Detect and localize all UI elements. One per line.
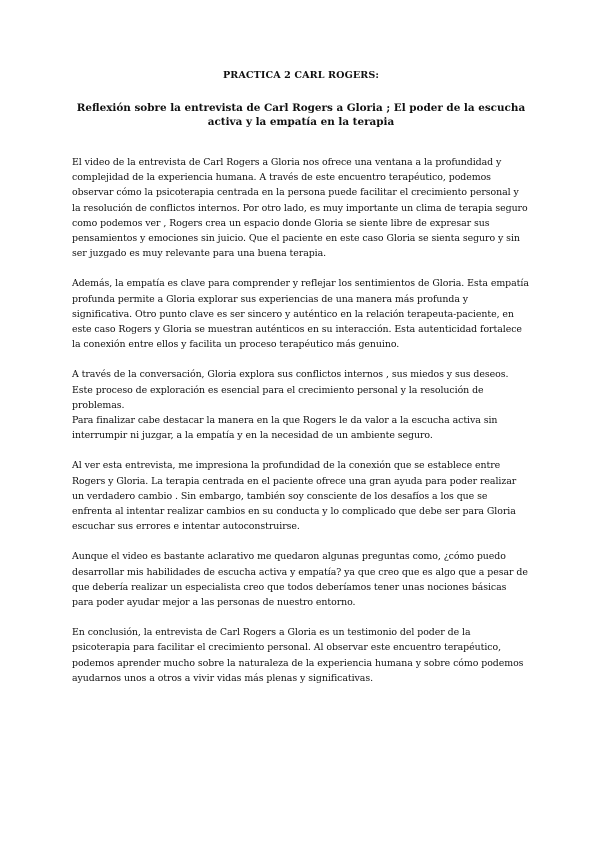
paragraph-2: Además, la empatía es clave para comprender y reflejar los sentimientos de Gloria. Esta empatía profunda permite a Gloria explorar sus experiencias de una manera más profunda y significativa. Otro punto clave es ser sincero y auténtico en la relación terapeuta-paciente, en este caso Rogers y Gloria se muestran auténticos en su interacción. Esta autenticidad fortalece la conexión entre ellos y facilita un proceso terapéutico más genuino. — [72, 278, 529, 351]
paragraph-4: Para finalizar cabe destacar la manera en la que Rogers le da valor a la escucha activa sin interrumpir ni juzgar, a la empatía y en la necesidad de un ambiente seguro. — [72, 415, 498, 442]
paragraph-7: En conclusión, la entrevista de Carl Rogers a Gloria es un testimonio del poder de la psicoterapia para facilitar el crecimiento personal. Al observar este encuentro terapéutico, podemos aprender mucho sobre la naturaleza de la experiencia humana y sobre cómo podemos ayudarnos unos a otros a vivir vidas más plenas y significativas. — [72, 627, 524, 684]
paragraph-1: El video de la entrevista de Carl Rogers a Gloria nos ofrece una ventana a la profundidad y complejidad de la experiencia humana. A través de este encuentro terapéutico, podemos observar cómo la psicoterapia centrada en la persona puede facilitar el crecimiento personal y la resolución de conflictos internos. Por otro lado, es muy importante un clima de terapia seguro como podemos ver , Rogers crea un espacio donde Gloria se siente libre de expresar sus pensamientos y emociones sin juicio. Que el paciente en este caso Gloria se sienta seguro y sin ser juzgado es muy relevante para una buena terapia. — [72, 157, 528, 260]
paragraph-3: A través de la conversación, Gloria explora sus conflictos internos , sus miedos y sus deseos. Este proceso de exploración es esencial para el crecimiento personal y la resolución de problemas. — [72, 369, 509, 411]
paragraph-6: Aunque el video es bastante aclarativo me quedaron algunas preguntas como, ¿cómo puedo desarrollar mis habilidades de escucha activa y empatía? ya que creo que es algo que a pesar de que debería realizar un especialista creo que todos deberíamos tener unas nociones básicas para poder ayudar mejor a las personas de nuestro entorno. — [72, 551, 528, 609]
document-title: PRACTICA 2 CARL ROGERS: — [222, 70, 380, 81]
paragraph-5: Al ver esta entrevista, me impresiona la profundidad de la conexión que se establece entre Rogers y Gloria. La terapia centrada en el paciente ofrece una gran ayuda para poder realizar un verdadero cambio . Sin embargo, también soy consciente de los desafíos a los que se enfrenta al intentar realizar cambios en su conducta y lo complicado que debe ser para Gloria escuchar sus errores e intentar autoconstruirse. — [72, 460, 517, 533]
document-subtitle: Reflexión sobre la entrevista de Carl Rogers a Gloria ; El poder de la escucha activa y la empatía en la terapia — [76, 102, 526, 128]
